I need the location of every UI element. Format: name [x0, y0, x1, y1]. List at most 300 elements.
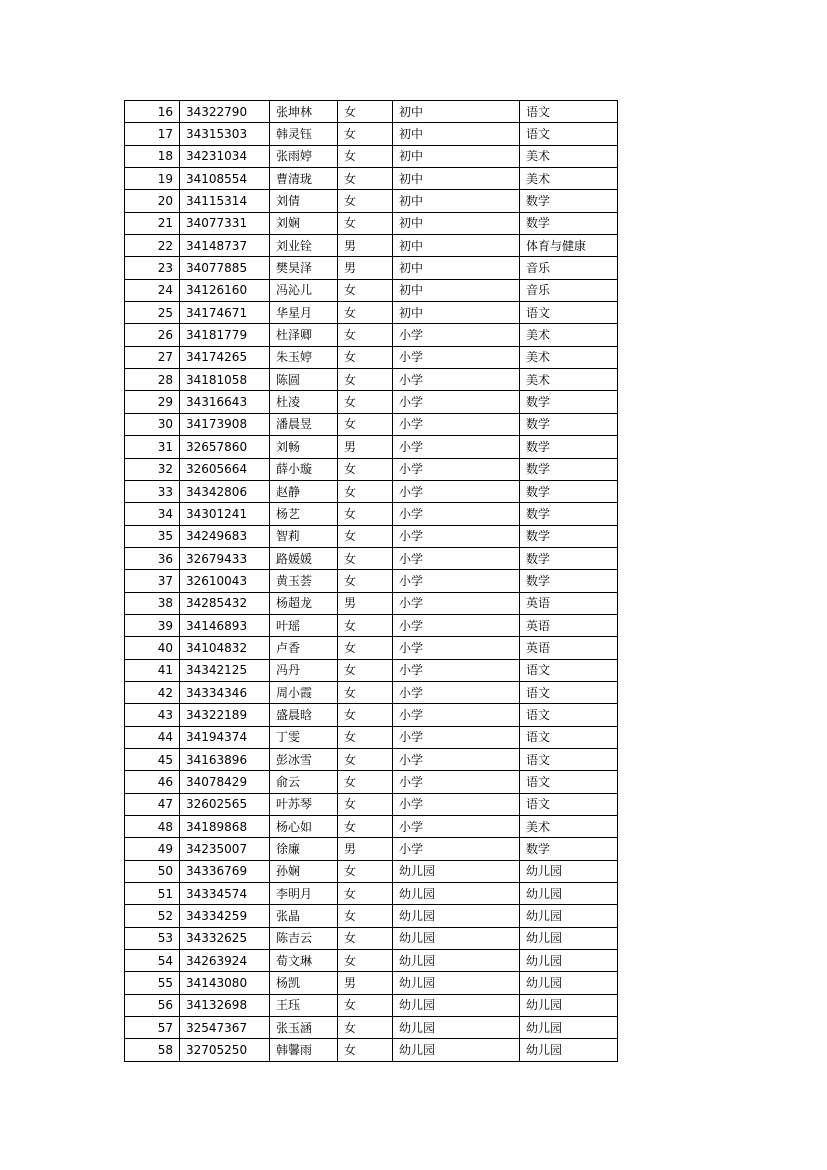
name-cell: 潘晨昱	[270, 413, 338, 435]
school-stage-cell: 初中	[393, 302, 520, 324]
id-number-cell: 32657860	[180, 436, 270, 458]
school-stage-cell: 小学	[393, 436, 520, 458]
row-number-cell: 20	[125, 190, 180, 212]
name-cell: 杨艺	[270, 503, 338, 525]
subject-cell: 音乐	[520, 279, 618, 301]
gender-cell: 女	[338, 1039, 393, 1061]
id-number-cell: 32602565	[180, 793, 270, 815]
table-row	[125, 927, 618, 949]
subject-cell: 英语	[520, 592, 618, 614]
gender-cell: 女	[338, 480, 393, 502]
row-number-cell: 40	[125, 637, 180, 659]
id-number-cell: 34231034	[180, 145, 270, 167]
school-stage-cell: 幼儿园	[393, 950, 520, 972]
school-stage-cell: 幼儿园	[393, 905, 520, 927]
gender-cell: 女	[338, 704, 393, 726]
name-cell: 薛小璇	[270, 458, 338, 480]
name-cell: 樊昊泽	[270, 257, 338, 279]
gender-cell: 男	[338, 972, 393, 994]
row-number-cell: 56	[125, 994, 180, 1016]
table-row	[125, 570, 618, 592]
school-stage-cell: 小学	[393, 413, 520, 435]
id-number-cell: 32547367	[180, 1017, 270, 1039]
id-number-cell: 34315303	[180, 123, 270, 145]
row-number-cell: 22	[125, 235, 180, 257]
gender-cell: 女	[338, 279, 393, 301]
id-number-cell: 34077885	[180, 257, 270, 279]
gender-cell: 女	[338, 637, 393, 659]
row-number-cell: 21	[125, 212, 180, 234]
gender-cell: 女	[338, 726, 393, 748]
school-stage-cell: 初中	[393, 279, 520, 301]
gender-cell: 女	[338, 994, 393, 1016]
row-number-cell: 57	[125, 1017, 180, 1039]
school-stage-cell: 初中	[393, 145, 520, 167]
table-row	[125, 704, 618, 726]
id-number-cell: 34334259	[180, 905, 270, 927]
gender-cell: 女	[338, 503, 393, 525]
row-number-cell: 17	[125, 123, 180, 145]
table-row	[125, 346, 618, 368]
row-number-cell: 32	[125, 458, 180, 480]
gender-cell: 女	[338, 145, 393, 167]
subject-cell: 数学	[520, 458, 618, 480]
row-number-cell: 43	[125, 704, 180, 726]
gender-cell: 女	[338, 681, 393, 703]
id-number-cell: 34181779	[180, 324, 270, 346]
name-cell: 黄玉荟	[270, 570, 338, 592]
subject-cell: 语文	[520, 748, 618, 770]
table-row	[125, 950, 618, 972]
id-number-cell: 32679433	[180, 547, 270, 569]
row-number-cell: 36	[125, 547, 180, 569]
id-number-cell: 34336769	[180, 860, 270, 882]
subject-cell: 语文	[520, 704, 618, 726]
table-row	[125, 1017, 618, 1039]
table-row	[125, 436, 618, 458]
table-row	[125, 525, 618, 547]
name-cell: 智莉	[270, 525, 338, 547]
school-stage-cell: 小学	[393, 547, 520, 569]
name-cell: 张雨婷	[270, 145, 338, 167]
subject-cell: 数学	[520, 838, 618, 860]
gender-cell: 男	[338, 592, 393, 614]
name-cell: 陈吉云	[270, 927, 338, 949]
gender-cell: 女	[338, 101, 393, 123]
id-number-cell: 34146893	[180, 614, 270, 636]
id-number-cell: 32705250	[180, 1039, 270, 1061]
row-number-cell: 18	[125, 145, 180, 167]
id-number-cell: 34334346	[180, 681, 270, 703]
gender-cell: 女	[338, 369, 393, 391]
subject-cell: 数学	[520, 570, 618, 592]
school-stage-cell: 小学	[393, 681, 520, 703]
school-stage-cell: 小学	[393, 570, 520, 592]
gender-cell: 女	[338, 458, 393, 480]
name-cell: 冯沁儿	[270, 279, 338, 301]
name-cell: 刘倩	[270, 190, 338, 212]
school-stage-cell: 小学	[393, 614, 520, 636]
school-stage-cell: 初中	[393, 101, 520, 123]
subject-cell: 数学	[520, 525, 618, 547]
table-row	[125, 391, 618, 413]
roster-table	[124, 100, 618, 1062]
gender-cell: 女	[338, 614, 393, 636]
row-number-cell: 46	[125, 771, 180, 793]
subject-cell: 幼儿园	[520, 972, 618, 994]
table-row	[125, 503, 618, 525]
gender-cell: 女	[338, 168, 393, 190]
table-row	[125, 994, 618, 1016]
table-row	[125, 614, 618, 636]
school-stage-cell: 小学	[393, 480, 520, 502]
school-stage-cell: 小学	[393, 503, 520, 525]
row-number-cell: 55	[125, 972, 180, 994]
subject-cell: 语文	[520, 771, 618, 793]
school-stage-cell: 小学	[393, 346, 520, 368]
gender-cell: 女	[338, 905, 393, 927]
school-stage-cell: 幼儿园	[393, 883, 520, 905]
id-number-cell: 34132698	[180, 994, 270, 1016]
table-row	[125, 257, 618, 279]
table-row	[125, 972, 618, 994]
gender-cell: 女	[338, 1017, 393, 1039]
name-cell: 彭冰雪	[270, 748, 338, 770]
table-row	[125, 771, 618, 793]
subject-cell: 美术	[520, 346, 618, 368]
school-stage-cell: 小学	[393, 324, 520, 346]
id-number-cell: 34263924	[180, 950, 270, 972]
gender-cell: 男	[338, 257, 393, 279]
subject-cell: 语文	[520, 101, 618, 123]
row-number-cell: 30	[125, 413, 180, 435]
name-cell: 盛晨晗	[270, 704, 338, 726]
subject-cell: 幼儿园	[520, 1017, 618, 1039]
row-number-cell: 39	[125, 614, 180, 636]
row-number-cell: 38	[125, 592, 180, 614]
name-cell: 曹清珑	[270, 168, 338, 190]
subject-cell: 美术	[520, 168, 618, 190]
row-number-cell: 44	[125, 726, 180, 748]
school-stage-cell: 初中	[393, 257, 520, 279]
row-number-cell: 42	[125, 681, 180, 703]
school-stage-cell: 小学	[393, 525, 520, 547]
row-number-cell: 28	[125, 369, 180, 391]
subject-cell: 美术	[520, 816, 618, 838]
row-number-cell: 45	[125, 748, 180, 770]
row-number-cell: 52	[125, 905, 180, 927]
id-number-cell: 34174671	[180, 302, 270, 324]
name-cell: 张玉涵	[270, 1017, 338, 1039]
row-number-cell: 41	[125, 659, 180, 681]
school-stage-cell: 幼儿园	[393, 972, 520, 994]
row-number-cell: 29	[125, 391, 180, 413]
name-cell: 孙娴	[270, 860, 338, 882]
name-cell: 冯丹	[270, 659, 338, 681]
subject-cell: 幼儿园	[520, 883, 618, 905]
table-row	[125, 235, 618, 257]
id-number-cell: 32605664	[180, 458, 270, 480]
table-row	[125, 324, 618, 346]
name-cell: 王珏	[270, 994, 338, 1016]
table-row	[125, 748, 618, 770]
row-number-cell: 34	[125, 503, 180, 525]
row-number-cell: 37	[125, 570, 180, 592]
id-number-cell: 34181058	[180, 369, 270, 391]
id-number-cell: 34143080	[180, 972, 270, 994]
school-stage-cell: 初中	[393, 212, 520, 234]
gender-cell: 女	[338, 525, 393, 547]
gender-cell: 女	[338, 771, 393, 793]
gender-cell: 女	[338, 212, 393, 234]
table-row	[125, 369, 618, 391]
name-cell: 徐廉	[270, 838, 338, 860]
school-stage-cell: 幼儿园	[393, 1017, 520, 1039]
row-number-cell: 47	[125, 793, 180, 815]
subject-cell: 语文	[520, 726, 618, 748]
id-number-cell: 34342125	[180, 659, 270, 681]
subject-cell: 体育与健康	[520, 235, 618, 257]
name-cell: 朱玉婷	[270, 346, 338, 368]
row-number-cell: 33	[125, 480, 180, 502]
table-row	[125, 659, 618, 681]
table-row	[125, 838, 618, 860]
row-number-cell: 26	[125, 324, 180, 346]
id-number-cell: 34301241	[180, 503, 270, 525]
subject-cell: 幼儿园	[520, 994, 618, 1016]
gender-cell: 女	[338, 793, 393, 815]
roster-table-body	[125, 101, 618, 1062]
gender-cell: 女	[338, 950, 393, 972]
name-cell: 叶苏琴	[270, 793, 338, 815]
table-row	[125, 860, 618, 882]
subject-cell: 数学	[520, 212, 618, 234]
table-row	[125, 793, 618, 815]
id-number-cell: 34174265	[180, 346, 270, 368]
subject-cell: 幼儿园	[520, 1039, 618, 1061]
school-stage-cell: 初中	[393, 190, 520, 212]
school-stage-cell: 小学	[393, 816, 520, 838]
name-cell: 叶瑶	[270, 614, 338, 636]
subject-cell: 美术	[520, 145, 618, 167]
subject-cell: 语文	[520, 793, 618, 815]
table-row	[125, 458, 618, 480]
name-cell: 杜凌	[270, 391, 338, 413]
name-cell: 华星月	[270, 302, 338, 324]
subject-cell: 美术	[520, 324, 618, 346]
id-number-cell: 34332625	[180, 927, 270, 949]
school-stage-cell: 幼儿园	[393, 860, 520, 882]
gender-cell: 女	[338, 123, 393, 145]
table-row	[125, 190, 618, 212]
gender-cell: 男	[338, 838, 393, 860]
school-stage-cell: 初中	[393, 235, 520, 257]
name-cell: 李明月	[270, 883, 338, 905]
name-cell: 刘娴	[270, 212, 338, 234]
id-number-cell: 34235007	[180, 838, 270, 860]
name-cell: 杨心如	[270, 816, 338, 838]
gender-cell: 男	[338, 235, 393, 257]
gender-cell: 女	[338, 860, 393, 882]
id-number-cell: 34322790	[180, 101, 270, 123]
table-row	[125, 101, 618, 123]
row-number-cell: 19	[125, 168, 180, 190]
school-stage-cell: 小学	[393, 748, 520, 770]
row-number-cell: 24	[125, 279, 180, 301]
table-row	[125, 279, 618, 301]
subject-cell: 数学	[520, 190, 618, 212]
gender-cell: 女	[338, 659, 393, 681]
id-number-cell: 34077331	[180, 212, 270, 234]
name-cell: 杨凯	[270, 972, 338, 994]
gender-cell: 女	[338, 324, 393, 346]
row-number-cell: 31	[125, 436, 180, 458]
school-stage-cell: 小学	[393, 793, 520, 815]
school-stage-cell: 小学	[393, 637, 520, 659]
id-number-cell: 34173908	[180, 413, 270, 435]
subject-cell: 数学	[520, 503, 618, 525]
subject-cell: 数学	[520, 391, 618, 413]
subject-cell: 幼儿园	[520, 950, 618, 972]
table-row	[125, 592, 618, 614]
school-stage-cell: 小学	[393, 838, 520, 860]
school-stage-cell: 小学	[393, 704, 520, 726]
id-number-cell: 34285432	[180, 592, 270, 614]
id-number-cell: 34342806	[180, 480, 270, 502]
name-cell: 刘畅	[270, 436, 338, 458]
table-row	[125, 681, 618, 703]
gender-cell: 女	[338, 816, 393, 838]
school-stage-cell: 幼儿园	[393, 927, 520, 949]
name-cell: 韩馨雨	[270, 1039, 338, 1061]
school-stage-cell: 幼儿园	[393, 994, 520, 1016]
row-number-cell: 54	[125, 950, 180, 972]
gender-cell: 女	[338, 413, 393, 435]
subject-cell: 英语	[520, 637, 618, 659]
subject-cell: 音乐	[520, 257, 618, 279]
row-number-cell: 50	[125, 860, 180, 882]
subject-cell: 数学	[520, 436, 618, 458]
subject-cell: 语文	[520, 123, 618, 145]
school-stage-cell: 初中	[393, 123, 520, 145]
name-cell: 荀文琳	[270, 950, 338, 972]
name-cell: 卢香	[270, 637, 338, 659]
name-cell: 杨超龙	[270, 592, 338, 614]
name-cell: 杜泽卿	[270, 324, 338, 346]
school-stage-cell: 幼儿园	[393, 1039, 520, 1061]
table-row	[125, 168, 618, 190]
name-cell: 周小霞	[270, 681, 338, 703]
name-cell: 路媛媛	[270, 547, 338, 569]
id-number-cell: 34148737	[180, 235, 270, 257]
subject-cell: 美术	[520, 369, 618, 391]
row-number-cell: 35	[125, 525, 180, 547]
id-number-cell: 34078429	[180, 771, 270, 793]
table-row	[125, 123, 618, 145]
gender-cell: 女	[338, 190, 393, 212]
subject-cell: 幼儿园	[520, 927, 618, 949]
row-number-cell: 53	[125, 927, 180, 949]
name-cell: 丁雯	[270, 726, 338, 748]
table-row	[125, 905, 618, 927]
name-cell: 刘业铨	[270, 235, 338, 257]
school-stage-cell: 小学	[393, 592, 520, 614]
gender-cell: 男	[338, 436, 393, 458]
school-stage-cell: 小学	[393, 458, 520, 480]
name-cell: 俞云	[270, 771, 338, 793]
subject-cell: 幼儿园	[520, 860, 618, 882]
row-number-cell: 25	[125, 302, 180, 324]
id-number-cell: 34249683	[180, 525, 270, 547]
id-number-cell: 34189868	[180, 816, 270, 838]
gender-cell: 女	[338, 346, 393, 368]
table-row	[125, 1039, 618, 1061]
table-row	[125, 212, 618, 234]
id-number-cell: 34316643	[180, 391, 270, 413]
school-stage-cell: 小学	[393, 726, 520, 748]
id-number-cell: 34115314	[180, 190, 270, 212]
subject-cell: 数学	[520, 413, 618, 435]
row-number-cell: 58	[125, 1039, 180, 1061]
name-cell: 张坤林	[270, 101, 338, 123]
subject-cell: 语文	[520, 659, 618, 681]
name-cell: 陈圆	[270, 369, 338, 391]
subject-cell: 英语	[520, 614, 618, 636]
row-number-cell: 23	[125, 257, 180, 279]
school-stage-cell: 小学	[393, 391, 520, 413]
row-number-cell: 48	[125, 816, 180, 838]
gender-cell: 女	[338, 883, 393, 905]
gender-cell: 女	[338, 547, 393, 569]
table-row	[125, 480, 618, 502]
gender-cell: 女	[338, 391, 393, 413]
gender-cell: 女	[338, 927, 393, 949]
table-row	[125, 302, 618, 324]
id-number-cell: 34334574	[180, 883, 270, 905]
id-number-cell: 34126160	[180, 279, 270, 301]
school-stage-cell: 小学	[393, 659, 520, 681]
table-row	[125, 883, 618, 905]
table-row	[125, 726, 618, 748]
table-row	[125, 145, 618, 167]
subject-cell: 语文	[520, 302, 618, 324]
id-number-cell: 34322189	[180, 704, 270, 726]
table-row	[125, 637, 618, 659]
id-number-cell: 34194374	[180, 726, 270, 748]
subject-cell: 数学	[520, 480, 618, 502]
id-number-cell: 34163896	[180, 748, 270, 770]
subject-cell: 幼儿园	[520, 905, 618, 927]
school-stage-cell: 小学	[393, 771, 520, 793]
row-number-cell: 51	[125, 883, 180, 905]
table-row	[125, 413, 618, 435]
subject-cell: 语文	[520, 681, 618, 703]
gender-cell: 女	[338, 302, 393, 324]
name-cell: 韩灵钰	[270, 123, 338, 145]
school-stage-cell: 小学	[393, 369, 520, 391]
school-stage-cell: 初中	[393, 168, 520, 190]
id-number-cell: 34108554	[180, 168, 270, 190]
row-number-cell: 27	[125, 346, 180, 368]
gender-cell: 女	[338, 748, 393, 770]
table-row	[125, 547, 618, 569]
id-number-cell: 32610043	[180, 570, 270, 592]
row-number-cell: 49	[125, 838, 180, 860]
name-cell: 张晶	[270, 905, 338, 927]
id-number-cell: 34104832	[180, 637, 270, 659]
row-number-cell: 16	[125, 101, 180, 123]
name-cell: 赵静	[270, 480, 338, 502]
